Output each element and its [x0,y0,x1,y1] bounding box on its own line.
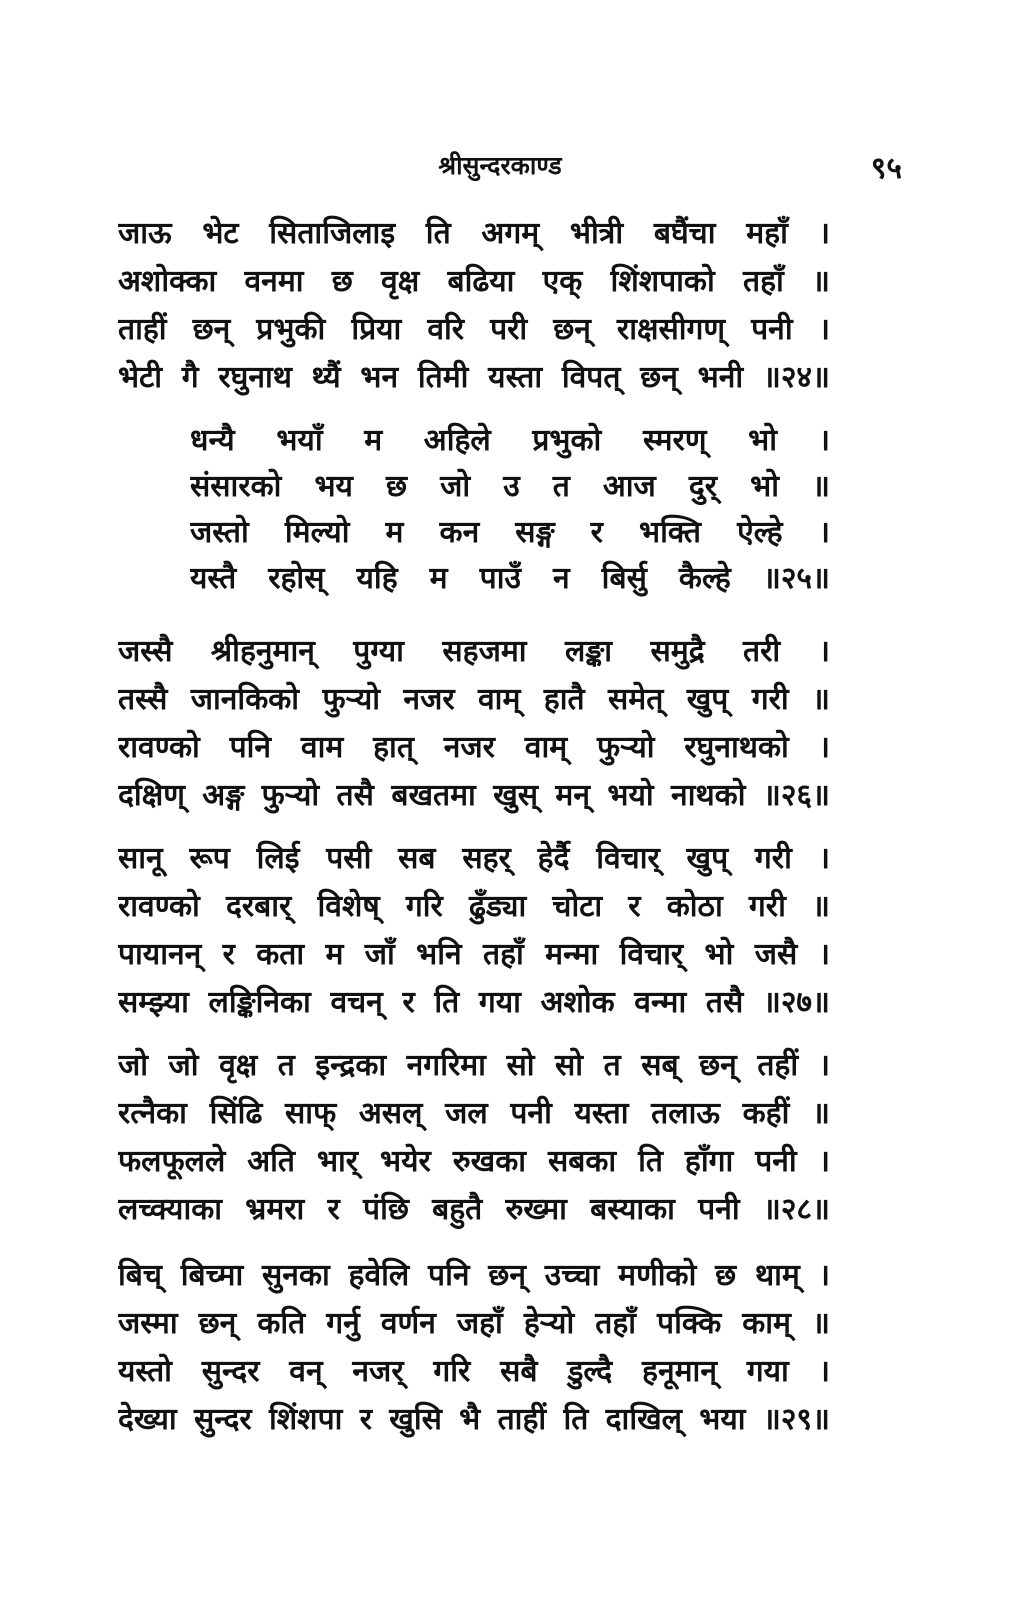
verse-line: रत्नैका सिंढि साफ् असल् जल पनी यस्ता तलाऊ कहीं ॥ [118,1096,830,1131]
verse-line: जस्मा छन् कति गर्नु वर्णन जहाँ हेऱ्यो तहाँ पक्कि काम् ॥ [118,1306,830,1341]
verse-25 [190,418,830,602]
verse-line: फलफूलले अति भार् भयेर रुखका सबका ति हाँगा पनी । [118,1144,830,1179]
page-number: ९५ [870,151,902,186]
verse-line: पायानन् र कता म जाँ भनि तहाँ मन्मा विचार् भो जसै । [118,937,830,972]
running-title: श्रीसुन्दरकाण्ड [438,151,562,180]
verse-line: भेटी गै रघुनाथ थ्यैं भन तिमी यस्ता विपत् छन् भनी ॥२४॥ [118,360,830,395]
verse-line: बिच् बिच्मा सुनका हवेलि पनि छन् उच्चा मणीको छ थाम् । [118,1258,830,1293]
verse-line: सानू रूप लिई पसी सब सहर् हेर्दै विचार् खुप् गरी । [118,841,830,876]
verse-line: दक्षिण् अङ्ग फुऱ्यो तसै बखतमा खुस् मन् भयो नाथको ॥२६॥ [118,778,830,813]
verse-line: तस्सै जानकिको फुऱ्यो नजर वाम् हातै समेत् खुप् गरी ॥ [118,682,830,717]
verse-28 [118,1042,830,1234]
verse-24 [118,210,830,402]
verse-line: जस्सै श्रीहनुमान् पुग्या सहजमा लङ्का समुद्रै तरी । [118,634,830,669]
verse-line: अशोक्का वनमा छ वृक्ष बढिया एक् शिंशपाको तहाँ ॥ [118,264,830,299]
verse-line: धन्यै भयाँ म अहिले प्रभुको स्मरण् भो । [190,423,830,458]
verse-line: लच्क्याका भ्रमरा र पंछि बहुतै रुख्मा बस्याका पनी ॥२८॥ [118,1192,830,1227]
verse-line: सम्झ्या लङ्किनिका वचन् र ति गया अशोक वन्मा तसै ॥२७॥ [118,985,830,1020]
verse-line: ताहीं छन् प्रभुकी प्रिया वरि परी छन् राक्षसीगण् पनी । [118,312,830,347]
verse-27 [118,835,830,1027]
verse-line: यस्तो सुन्दर वन् नजर् गरि सबै डुल्दै हनूमान् गया । [118,1354,830,1389]
verse-line: जो जो वृक्ष त इन्द्रका नगरिमा सो सो त सब् छन् तहीं । [118,1048,830,1083]
verse-line: जाऊ भेट सिताजिलाइ ति अगम् भीत्री बघैंचा महाँ । [118,216,830,251]
verse-line: रावण्को दरबार् विशेष् गरि ढुँड्या चोटा र कोठा गरी ॥ [118,889,830,924]
verse-line: यस्तै रहोस् यहि म पाउँ न बिर्सु कैल्हे ॥२५॥ [190,561,830,596]
verse-26 [118,628,830,820]
verse-line: देख्या सुन्दर शिंशपा र खुसि भै ताहीं ति दाखिल् भया ॥२९॥ [118,1402,830,1437]
verse-line: जस्तो मिल्यो म कन सङ्ग र भक्ति ऐल्हे । [190,515,830,550]
verse-line: रावण्को पनि वाम हात् नजर वाम् फुऱ्यो रघुनाथको । [118,730,830,765]
page-header [0,142,1024,186]
verse-29 [118,1252,830,1444]
verse-line: संसारको भय छ जो उ त आज दुर् भो ॥ [190,469,830,504]
